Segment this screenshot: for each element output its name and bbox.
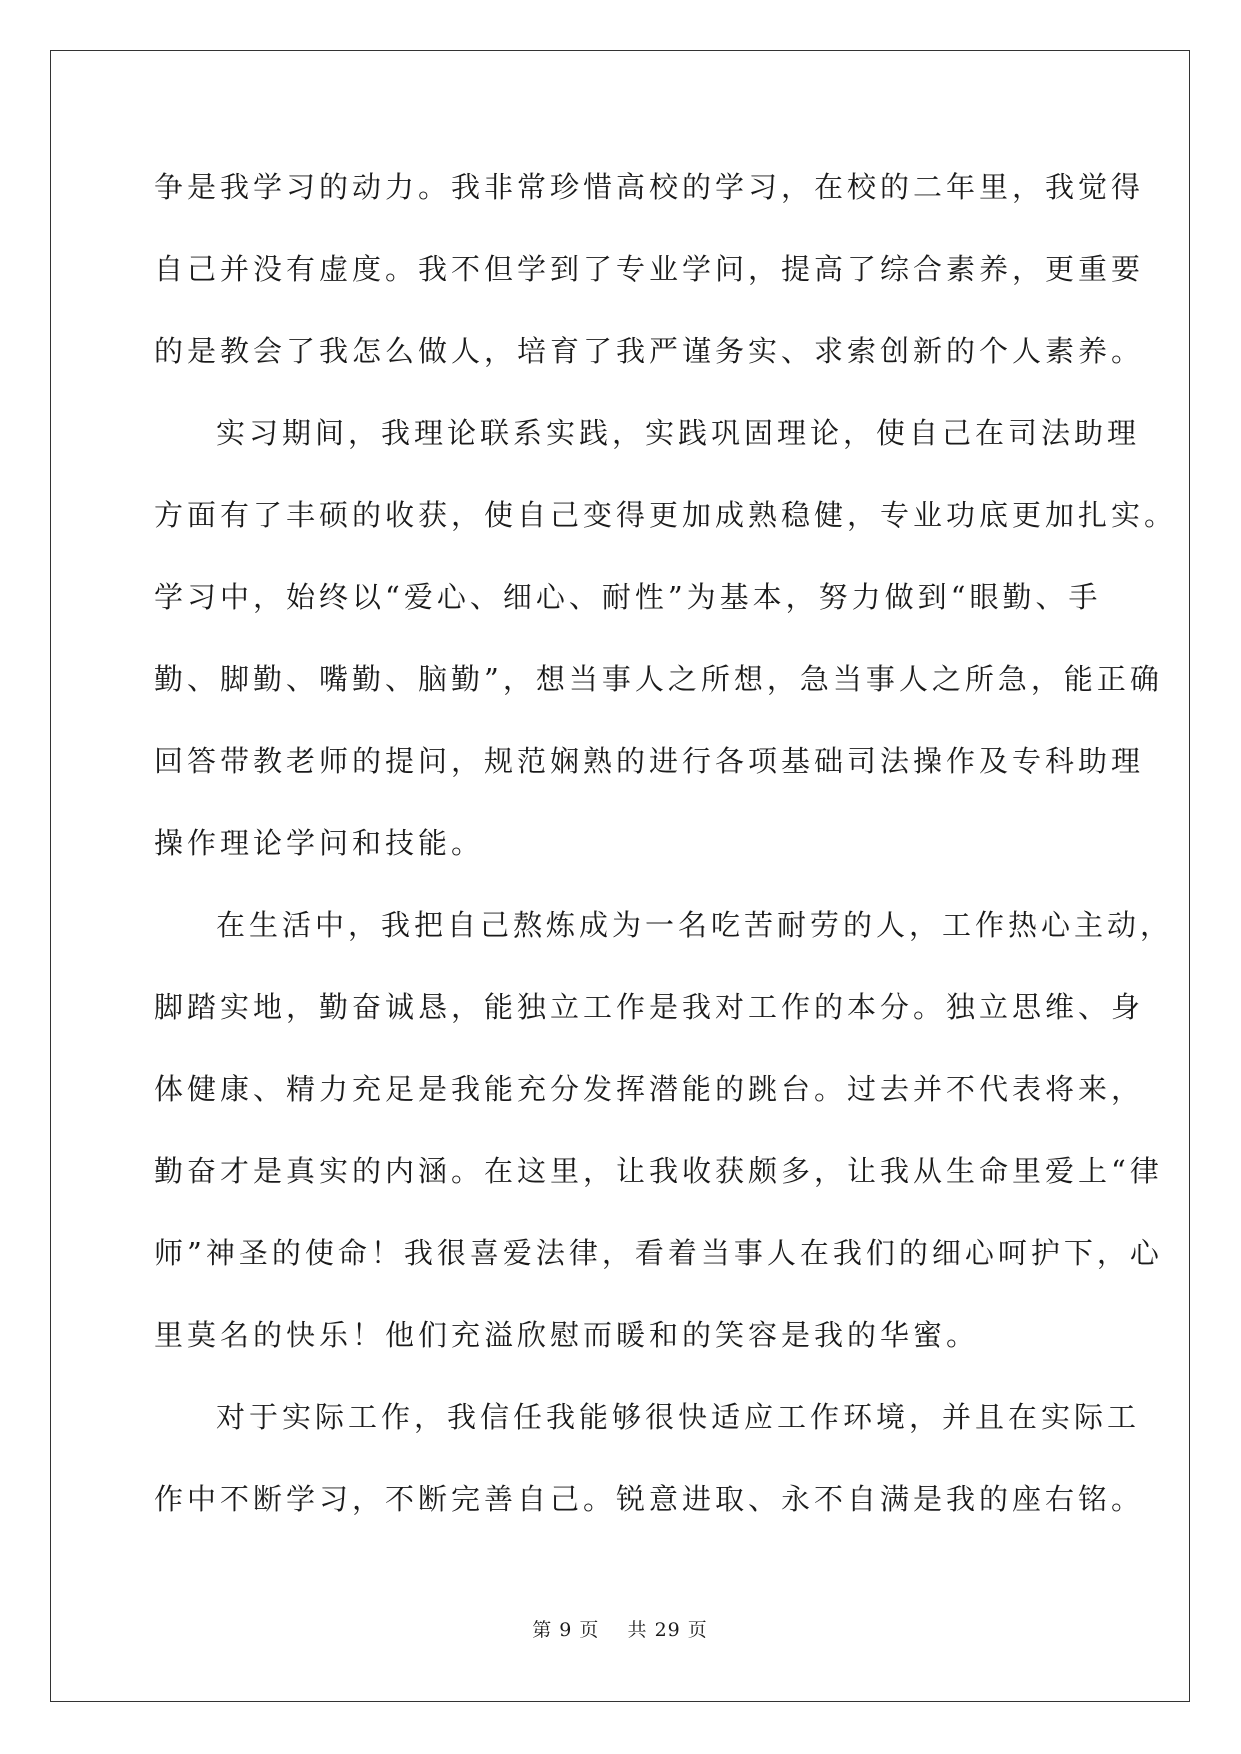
page-frame — [50, 50, 1190, 1702]
text-line: 脚踏实地，勤奋诚恳，能独立工作是我对工作的本分。独立思维、身 — [154, 990, 1145, 1024]
text-line: 回答带教老师的提问，规范娴熟的进行各项基础司法操作及专科助理 — [154, 744, 1145, 778]
text-line: 在生活中，我把自己熬炼成为一名吃苦耐劳的人，工作热心主动， — [216, 908, 1174, 942]
text-line: 对于实际工作，我信任我能够很快适应工作环境，并且在实际工 — [216, 1400, 1141, 1434]
text-line: 勤奋才是真实的内涵。在这里，让我收获颇多，让我从生命里爱上“律 — [154, 1154, 1163, 1188]
text-line: 自己并没有虚度。我不但学到了专业学问，提高了综合素养，更重要 — [154, 252, 1145, 286]
page-number: 第 9 页 — [532, 1619, 600, 1641]
text-line: 师”神圣的使命！我很喜爱法律，看着当事人在我们的细心呵护下，心 — [154, 1236, 1163, 1270]
text-line: 里莫名的快乐！他们充溢欣慰而暖和的笑容是我的华蜜。 — [154, 1318, 980, 1352]
text-line: 争是我学习的动力。我非常珍惜高校的学习，在校的二年里，我觉得 — [154, 170, 1145, 204]
text-line: 方面有了丰硕的收获，使自己变得更加成熟稳健，专业功底更加扎实。 — [154, 498, 1178, 532]
page-footer — [51, 1618, 1189, 1642]
page-total: 共 29 页 — [627, 1619, 708, 1641]
document-body — [154, 146, 1178, 1540]
text-line: 勤、脚勤、嘴勤、脑勤”，想当事人之所想，急当事人之所急，能正确 — [154, 662, 1163, 696]
text-line: 学习中，始终以“爱心、细心、耐性”为基本，努力做到“眼勤、手 — [154, 580, 1102, 614]
text-line: 的是教会了我怎么做人，培育了我严谨务实、求索创新的个人素养。 — [154, 334, 1145, 368]
text-line: 实习期间，我理论联系实践，实践巩固理论，使自己在司法助理 — [216, 416, 1141, 450]
text-line: 作中不断学习，不断完善自己。锐意进取、永不自满是我的座右铭。 — [154, 1482, 1145, 1516]
text-line: 体健康、精力充足是我能充分发挥潜能的跳台。过去并不代表将来， — [154, 1072, 1145, 1106]
text-line: 操作理论学问和技能。 — [154, 826, 485, 860]
